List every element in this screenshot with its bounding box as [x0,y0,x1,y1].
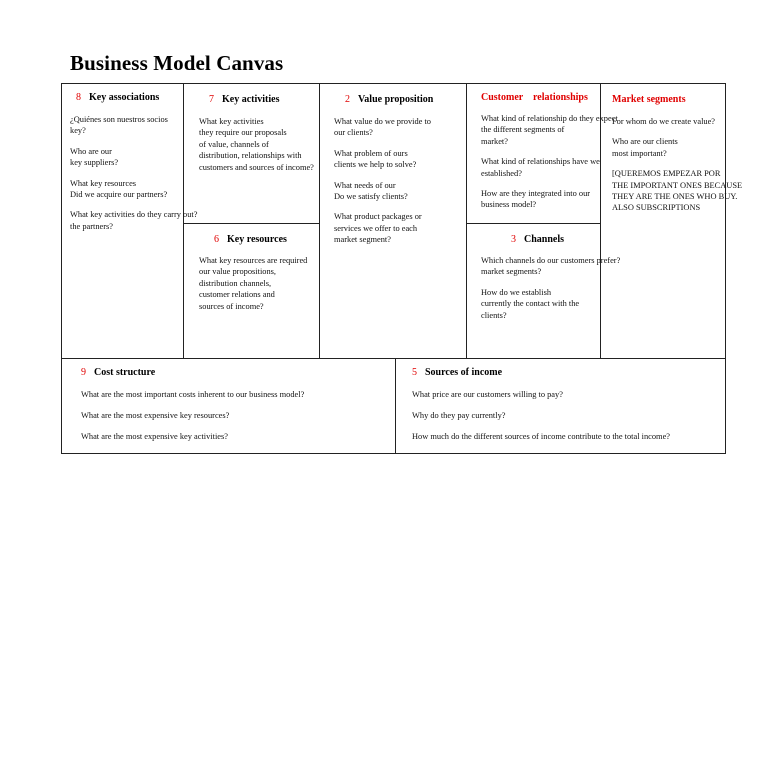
market-segments-text [612,116,742,214]
paragraph: How are they integrated into our business model? [481,189,591,210]
paragraph: For whom do we create value? [612,117,716,126]
paragraph: What kind of relationship do they expect the different segments of market? [481,114,618,146]
paragraph: What key activities they require our proposals of value, channels of distribution, relationships with customers and sources of income? [199,117,314,172]
divider [466,223,600,224]
paragraph: Who are our key suppliers? [70,146,119,168]
section-number: 8 [76,92,81,103]
paragraph: What problem of ours clients we help to solve? [334,148,417,170]
paragraph: [QUEREMOS EMPEZAR POR THE IMPORTANT ONES BECAUSE THEY ARE THE ONES WHO BUY. ALSO SUBSCRIPTIONS [612,169,743,213]
key-associations-heading [76,92,159,103]
page-title: Business Model Canvas [70,51,284,75]
paragraph: Which channels do our customers prefer? market segments? [481,256,621,277]
key-resources-heading [214,234,287,245]
key-activities-text [199,116,314,173]
paragraph: ¿Quiénes son nuestros socios key? [70,115,168,136]
value-proposition-heading [345,94,433,105]
paragraph: Who are our clients most important? [612,137,678,158]
sources-of-income-heading [412,367,502,378]
paragraph: What needs of our Do we satisfy clients? [334,180,408,202]
section-number: 3 [511,234,516,245]
paragraph: How do we establish currently the contact with the clients? [481,287,580,320]
section-title: Key resources [227,234,287,245]
paragraph: What key resources Did we acquire our partners? [70,178,168,200]
cost-structure-text [81,389,304,452]
paragraph: What key activities do they carry out? the partners? [70,210,198,231]
cost-structure-heading [81,367,155,378]
key-resources-text [199,255,307,312]
divider [466,84,467,358]
section-title: Value proposition [358,94,434,105]
section-number: 7 [209,94,214,105]
key-associations-text [70,114,197,232]
section-title: Key associations [89,92,160,103]
key-activities-heading [209,94,279,105]
customer-relationships-text [481,113,618,211]
divider [319,84,320,358]
value-proposition-text [334,116,431,246]
section-number: 2 [345,94,350,105]
paragraph: What kind of relationships have we established? [481,157,600,178]
section-title: Sources of income [425,367,503,378]
channels-heading [511,234,564,245]
paragraph: What value do we provide to our clients? [334,117,431,138]
paragraph: What are the most expensive key activities? [81,432,228,441]
section-number: 6 [214,234,219,245]
market-segments-heading: Market segments [612,94,686,105]
paragraph: What are the most expensive key resources? [81,411,230,420]
divider [61,358,726,359]
paragraph: How much do the different sources of income contribute to the total income? [412,432,670,441]
divider [395,358,396,454]
paragraph: What product packages or services we offer to each market segment? [334,212,422,245]
section-title: Key activities [222,94,280,105]
paragraph: Why do they pay currently? [412,411,506,420]
sources-of-income-text [412,389,670,452]
channels-text [481,255,620,321]
paragraph: What key resources are required our value propositions, distribution channels, customer relations and sources of income? [199,256,308,311]
section-title: Channels [524,234,565,245]
section-number: 5 [412,367,417,378]
section-title: Cost structure [94,367,156,378]
customer-relationships-heading: Customer relationships [481,92,588,103]
paragraph: What are the most important costs inherent to our business model? [81,390,305,399]
paragraph: What price are our customers willing to pay? [412,390,563,399]
divider [183,223,319,224]
section-number: 9 [81,367,86,378]
